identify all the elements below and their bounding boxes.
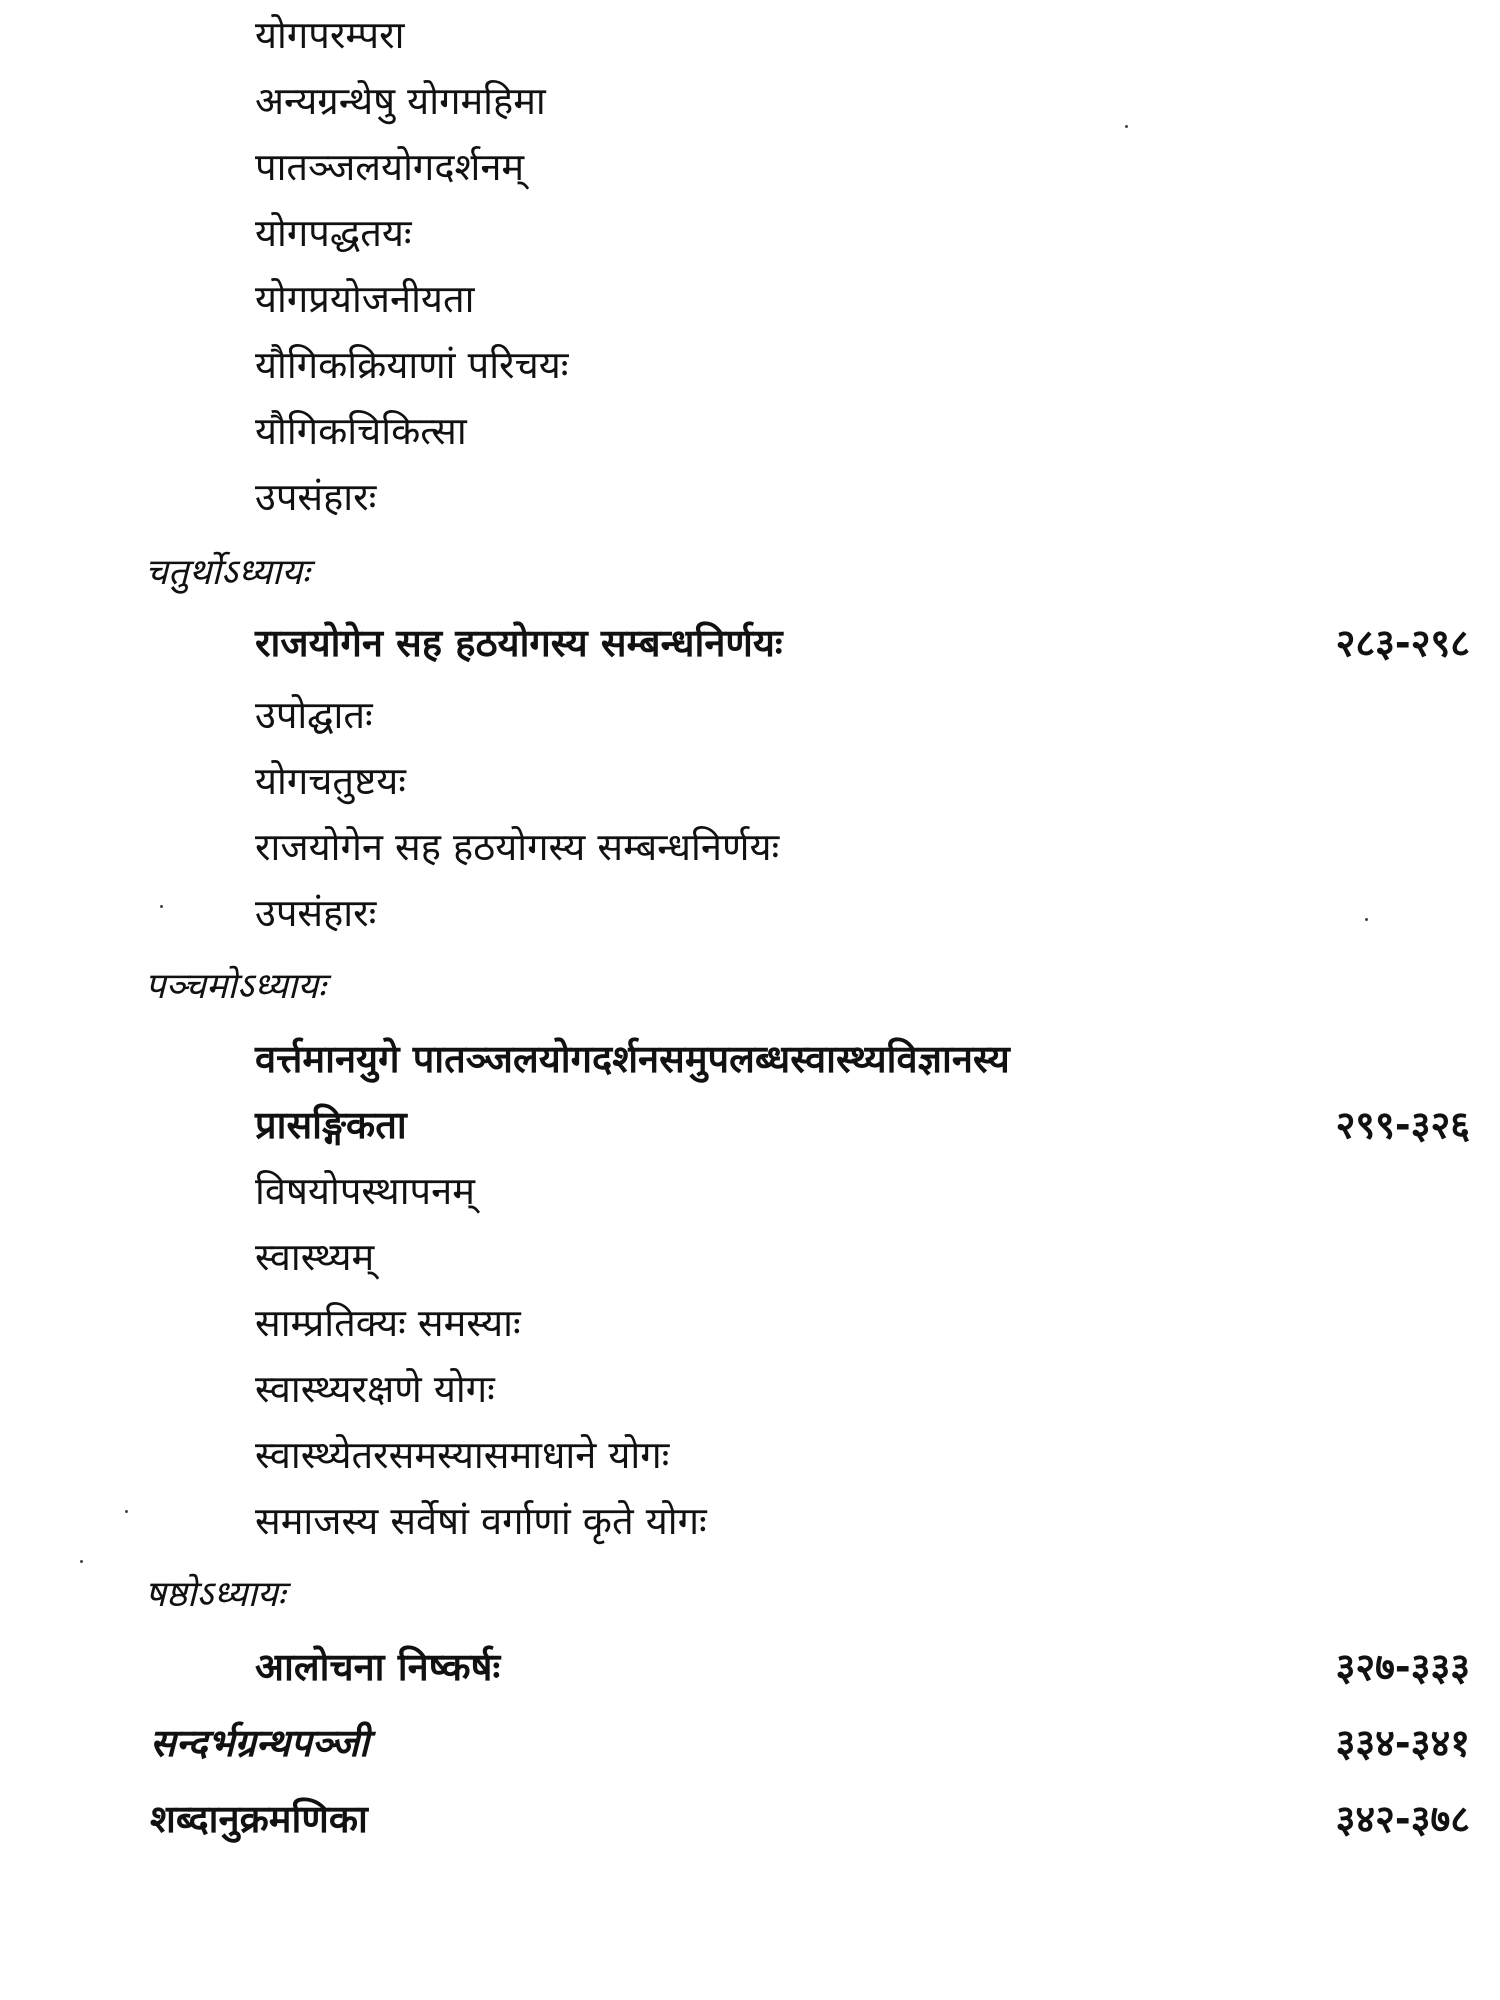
bibliography-entry: सन्दर्भग्रन्थपञ्जी (150, 1721, 369, 1765)
page-range: २९९-३२६ (1335, 1103, 1470, 1147)
toc-item: स्वास्थ्येतरसमस्यासमाधाने योगः (255, 1433, 670, 1477)
scan-speck (1125, 125, 1128, 128)
toc-item: स्वास्थ्यम् (255, 1235, 375, 1279)
chapter-title: आलोचना निष्कर्षः (255, 1645, 501, 1689)
toc-item: योगचतुष्टयः (255, 759, 406, 803)
toc-item: उपसंहारः (255, 891, 377, 935)
chapter-heading: चतुर्थोऽध्यायः (145, 552, 310, 593)
toc-item: साम्प्रतिक्यः समस्याः (255, 1301, 521, 1345)
page-range: ३२७-३३३ (1335, 1645, 1470, 1689)
toc-item: विषयोपस्थापनम् (255, 1169, 475, 1213)
toc-item: योगप्रयोजनीयता (255, 277, 475, 321)
scan-speck (80, 1560, 83, 1563)
page-range: २८३-२९८ (1335, 621, 1470, 665)
toc-item: पातञ्जलयोगदर्शनम् (255, 145, 525, 189)
index-entry: शब्दानुक्रमणिका (150, 1797, 368, 1841)
toc-item: समाजस्य सर्वेषां वर्गाणां कृते योगः (255, 1499, 707, 1543)
chapter-title-line-1: वर्त्तमानयुगे पातञ्जलयोगदर्शनसमुपलब्धस्वास्थ्यविज्ञानस्य (255, 1037, 1010, 1081)
toc-item: यौगिकचिकित्सा (255, 409, 467, 453)
toc-item: राजयोगेन सह हठयोगस्य सम्बन्धनिर्णयः (255, 825, 780, 869)
toc-item: उपोद्घातः (255, 693, 373, 737)
scan-speck (1365, 918, 1368, 921)
toc-item: स्वास्थ्यरक्षणे योगः (255, 1367, 495, 1411)
toc-item: यौगिकक्रियाणां परिचयः (255, 343, 569, 387)
toc-item: योगपद्धतयः (255, 211, 412, 255)
toc-item: योगपरम्परा (255, 13, 405, 57)
toc-item: अन्यग्रन्थेषु योगमहिमा (255, 79, 546, 123)
page-range: ३३४-३४१ (1335, 1721, 1470, 1765)
scan-speck (160, 905, 163, 908)
chapter-title: राजयोगेन सह हठयोगस्य सम्बन्धनिर्णयः (255, 621, 783, 665)
scan-speck (125, 1510, 128, 1513)
page-range: ३४२-३७८ (1335, 1797, 1470, 1841)
chapter-heading: पञ्चमोऽध्यायः (145, 966, 326, 1007)
chapter-heading: षष्ठोऽध्यायः (145, 1574, 286, 1615)
toc-item: उपसंहारः (255, 475, 377, 519)
chapter-title-line-2: प्रासङ्गिकता (255, 1103, 407, 1147)
